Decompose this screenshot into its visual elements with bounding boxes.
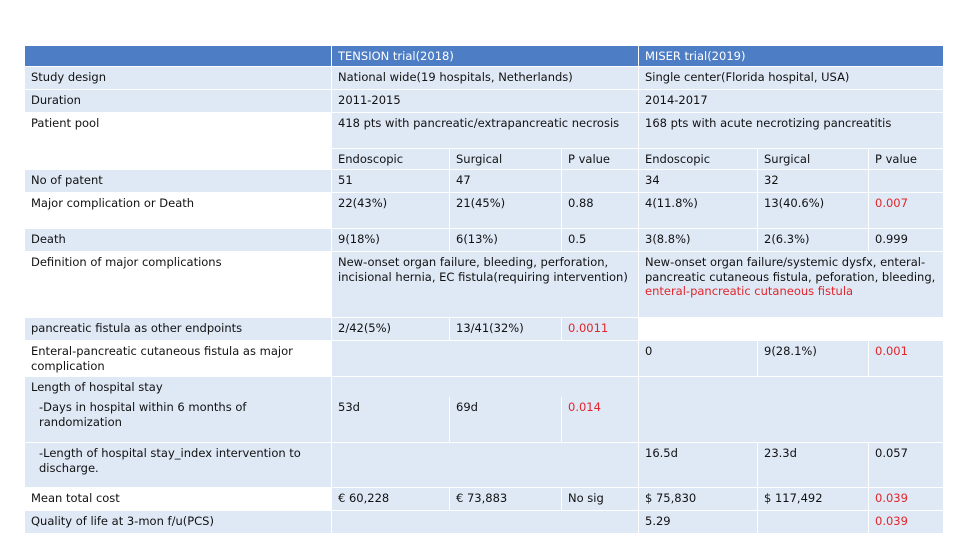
- tension-value: 2011-2015: [332, 90, 638, 112]
- miser-endoscopic: $ 75,830: [639, 488, 757, 510]
- miser-empty: [639, 377, 943, 397]
- miser-surgical: [758, 511, 868, 533]
- miser-endoscopic: 3(8.8%): [639, 229, 757, 251]
- table-row-definition: [25, 251, 943, 317]
- miser-pvalue: [869, 170, 943, 192]
- miser-surgical: 32: [758, 170, 868, 192]
- miser-pvalue: 0.039: [869, 488, 943, 510]
- row-label: Mean total cost: [31, 491, 120, 505]
- subheader-empty: [25, 149, 331, 169]
- tension-surgical: 13/41(32%): [450, 318, 561, 340]
- table-row-enteral-fistula: [25, 340, 943, 376]
- subheader-tension-endoscopic: Endoscopic: [332, 149, 449, 169]
- miser-value: Single center(Florida hospital, USA): [639, 67, 943, 89]
- miser-value: 168 pts with acute necrotizing pancreatitis: [639, 113, 943, 148]
- tension-endoscopic: 22(43%): [332, 193, 449, 228]
- miser-surgical: 2(6.3%): [758, 229, 868, 251]
- table-row-days-in-hospital: [25, 397, 943, 442]
- miser-pvalue: 0.999: [869, 229, 943, 251]
- miser-definition: [639, 252, 943, 317]
- tension-pvalue: 0.014: [562, 397, 638, 442]
- table-row-cost: [25, 487, 943, 510]
- miser-surgical: 9(28.1%): [758, 341, 868, 376]
- miser-pvalue: 0.057: [869, 443, 943, 487]
- subheader-tension-surgical: Surgical: [450, 149, 561, 169]
- row-label: Duration: [25, 90, 331, 112]
- table-row-los-index: [25, 442, 943, 487]
- miser-empty: [639, 318, 943, 340]
- miser-surgical: 23.3d: [758, 443, 868, 487]
- tension-surgical: 21(45%): [450, 193, 561, 228]
- miser-definition-text: New-onset organ failure/systemic dysfx, enteral-pancreatic cutaneous fistula, peforation, bleeding,: [645, 255, 936, 284]
- miser-endoscopic: 4(11.8%): [639, 193, 757, 228]
- tension-empty: [332, 377, 638, 397]
- table-header-row: [25, 46, 943, 66]
- subheader-miser-pvalue: P value: [869, 149, 943, 169]
- tension-pvalue: [562, 170, 638, 192]
- tension-surgical: 6(13%): [450, 229, 561, 251]
- row-label: Patient pool: [31, 116, 100, 130]
- tension-value: 418 pts with pancreatic/extrapancreatic necrosis: [332, 113, 638, 148]
- miser-surgical: 13(40.6%): [758, 193, 868, 228]
- miser-pvalue: 0.007: [869, 193, 943, 228]
- row-label: No of patent: [25, 170, 331, 192]
- table-row-pancreatic-fistula: [25, 317, 943, 340]
- tension-definition: New-onset organ failure, bleeding, perforation, incisional hernia, EC fistula(requiring intervention): [332, 252, 638, 317]
- tension-empty: [332, 443, 638, 487]
- tension-empty: [332, 341, 638, 376]
- tension-endoscopic: 53d: [332, 397, 449, 442]
- miser-endoscopic: 0: [639, 341, 757, 376]
- table-subheader-row: [25, 148, 943, 169]
- row-label: pancreatic fistula as other endpoints: [25, 318, 331, 340]
- miser-pvalue: 0.039: [869, 511, 943, 533]
- row-label: -Days in hospital within 6 months of randomization: [25, 397, 331, 442]
- miser-value: 2014-2017: [639, 90, 943, 112]
- miser-endoscopic: 16.5d: [639, 443, 757, 487]
- table-row-quality-of-life: [25, 510, 943, 533]
- row-label: Major complication or Death: [31, 196, 195, 210]
- miser-endoscopic: 5.29: [639, 511, 757, 533]
- tension-pvalue: 0.0011: [562, 318, 638, 340]
- table-row-death: [25, 228, 943, 251]
- subheader-tension-pvalue: P value: [562, 149, 638, 169]
- tension-pvalue: No sig: [562, 488, 638, 510]
- subheader-miser-surgical: Surgical: [758, 149, 868, 169]
- tension-empty: [332, 511, 638, 533]
- tension-surgical: € 73,883: [450, 488, 561, 510]
- row-label: Study design: [25, 67, 331, 89]
- row-label: -Length of hospital stay_index intervention to discharge.: [25, 443, 331, 487]
- table-row-duration: [25, 89, 943, 112]
- miser-endoscopic: 34: [639, 170, 757, 192]
- row-label: Length of hospital stay: [25, 377, 331, 397]
- header-miser: MISER trial(2019): [639, 46, 943, 66]
- tension-value: National wide(19 hospitals, Netherlands): [332, 67, 638, 89]
- miser-definition-highlight: enteral-pancreatic cutaneous fistula: [645, 284, 854, 298]
- row-label: Enteral-pancreatic cutaneous fistula as major complication: [31, 344, 293, 373]
- tension-surgical: 69d: [450, 397, 561, 442]
- row-label: Quality of life at 3-mon f/u(PCS): [25, 511, 331, 533]
- table-row-study-design: [25, 66, 943, 89]
- table-row-no-patent: [25, 169, 943, 192]
- miser-pvalue: 0.001: [869, 341, 943, 376]
- header-corner-cell: [25, 46, 331, 66]
- table-row-patient-pool: [25, 112, 943, 148]
- tension-endoscopic: 51: [332, 170, 449, 192]
- table-row-length-of-stay: [25, 376, 943, 397]
- tension-endoscopic: 9(18%): [332, 229, 449, 251]
- comparison-table: [25, 46, 943, 533]
- row-label: Definition of major complications: [31, 255, 222, 269]
- row-label: Death: [25, 229, 331, 251]
- tension-endoscopic: € 60,228: [332, 488, 449, 510]
- tension-pvalue: 0.88: [562, 193, 638, 228]
- tension-endoscopic: 2/42(5%): [332, 318, 449, 340]
- table-row-major-complication: [25, 192, 943, 228]
- miser-empty: [639, 397, 943, 442]
- header-tension: TENSION trial(2018): [332, 46, 638, 66]
- miser-surgical: $ 117,492: [758, 488, 868, 510]
- tension-surgical: 47: [450, 170, 561, 192]
- tension-pvalue: 0.5: [562, 229, 638, 251]
- subheader-miser-endoscopic: Endoscopic: [639, 149, 757, 169]
